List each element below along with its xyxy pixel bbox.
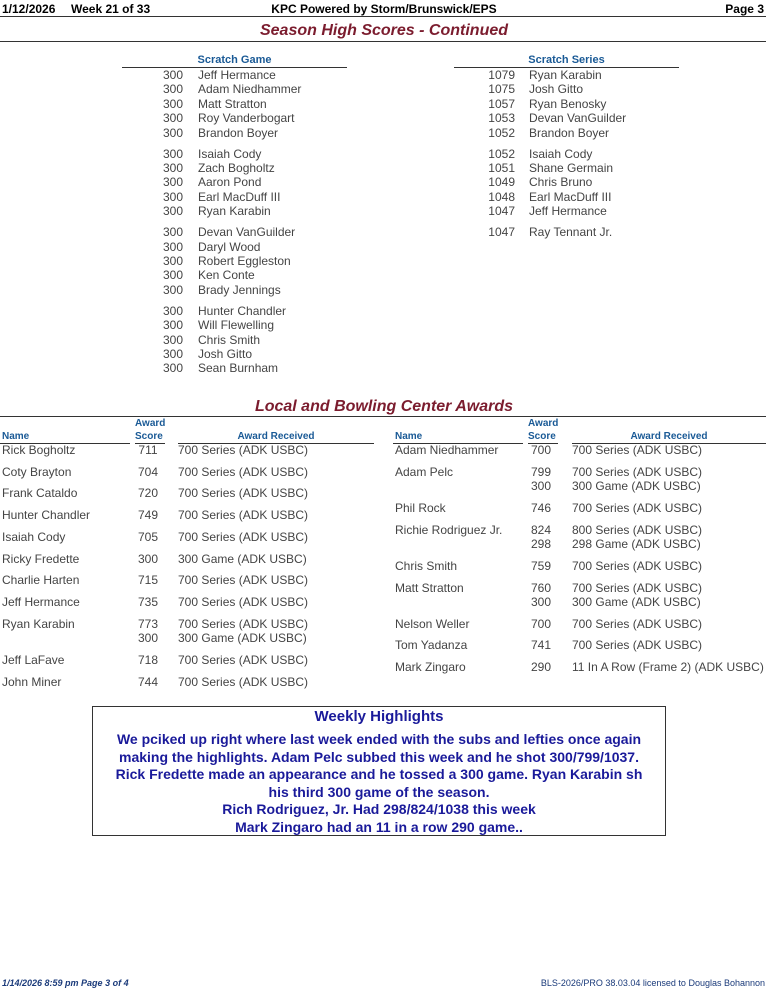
award-score: 741 <box>530 638 552 653</box>
bowler-name: Zach Bogholtz <box>198 161 275 175</box>
score-value: 300 <box>162 204 183 219</box>
award-bowler-name: Hunter Chandler <box>2 508 91 523</box>
highlight-line: We pciked up right where last week ended with the subs and lefties once again <box>116 731 642 747</box>
bowler-name: Will Flewelling <box>198 318 275 333</box>
bowler-name: Brandon Boyer <box>198 125 279 140</box>
award-score: 715 <box>137 573 159 588</box>
score-value: 300 <box>162 82 183 97</box>
score-value: 1057 <box>488 96 515 111</box>
award-score: 718 <box>137 652 159 667</box>
week-label: Week 21 of 33 <box>71 2 151 16</box>
score-value: 300 <box>162 318 183 333</box>
award-received: 700 Series (ADK USBC) <box>572 616 703 631</box>
score-value: 1048 <box>488 189 515 204</box>
header-rule <box>0 16 766 17</box>
season-high-rule <box>0 41 766 42</box>
bowler-name: Adam Niedhammer <box>198 82 302 97</box>
award-bowler-name: Adam Niedhammer <box>395 443 499 457</box>
award-received: 700 Series (ADK USBC) <box>572 558 703 573</box>
award-name-header-right: Name <box>395 431 423 442</box>
award-received: 700 Series (ADK USBC) <box>178 464 309 479</box>
award-bowler-name: Nelson Weller <box>395 616 470 631</box>
report-date: 1/12/2026 <box>2 2 56 16</box>
score-value: 1049 <box>488 175 515 190</box>
award-score: 711 <box>138 443 158 457</box>
bowler-name: Ryan Karabin <box>198 204 271 219</box>
award-score: 300 <box>137 631 159 646</box>
bowler-name: Brandon Boyer <box>529 125 610 140</box>
scratch-game-header: Scratch Game <box>197 54 272 66</box>
award-score: 760 <box>530 580 552 595</box>
award-score: 290 <box>530 660 552 675</box>
score-value: 300 <box>162 175 183 190</box>
award-score: 759 <box>530 558 552 573</box>
award-received: 300 Game (ADK USBC) <box>572 479 701 494</box>
award-score: 700 <box>530 616 552 631</box>
bowler-name: Chris Bruno <box>529 175 593 190</box>
score-value: 300 <box>162 282 183 297</box>
award-received: 700 Series (ADK USBC) <box>572 580 703 595</box>
award-bowler-name: Mark Zingaro <box>395 660 466 675</box>
footer-timestamp: 1/14/2026 8:59 pm Page 3 of 4 <box>2 978 129 988</box>
award-score: 799 <box>530 464 552 479</box>
score-value: 300 <box>162 189 183 204</box>
award-bowler-name: Matt Stratton <box>395 580 464 595</box>
award-score-header-left: Score <box>135 431 163 442</box>
score-value: 300 <box>162 239 183 254</box>
score-value: 1047 <box>488 204 515 219</box>
award-score: 704 <box>137 464 159 479</box>
award-received: 700 Series (ADK USBC) <box>178 486 309 501</box>
award-received: 700 Series (ADK USBC) <box>178 616 309 631</box>
award-bowler-name: Frank Cataldo <box>2 486 78 501</box>
award-bowler-name: Isaiah Cody <box>2 529 66 544</box>
highlight-line: Rich Rodriguez, Jr. Had 298/824/1038 this week <box>222 801 536 817</box>
award-score: 773 <box>137 616 159 631</box>
award-received: 300 Game (ADK USBC) <box>572 595 701 609</box>
award-received: 700 Series (ADK USBC) <box>178 594 309 609</box>
scratch-series-header: Scratch Series <box>528 54 605 66</box>
award-bowler-name: John Miner <box>2 674 62 689</box>
award-bowler-name: Coty Brayton <box>2 464 72 479</box>
bowler-name: Shane Germain <box>529 161 614 175</box>
bowler-name: Devan VanGuilder <box>529 111 627 126</box>
score-value: 1047 <box>488 225 515 240</box>
score-value: 300 <box>162 225 183 240</box>
award-award-header-left: Award <box>135 418 166 429</box>
awards-rule <box>0 416 766 417</box>
score-value: 1075 <box>488 82 515 97</box>
awards-title: Local and Bowling Center Awards <box>254 398 514 415</box>
score-value: 300 <box>162 146 183 161</box>
award-received: 300 Game (ADK USBC) <box>178 631 307 646</box>
award-score: 744 <box>137 674 159 689</box>
award-score: 700 <box>530 443 552 457</box>
bowler-name: Robert Eggleston <box>198 254 291 268</box>
award-award-header-right: Award <box>528 418 559 429</box>
bowler-name: Chris Smith <box>198 332 261 347</box>
bowler-name: Brady Jennings <box>198 282 281 297</box>
bowler-name: Sean Burnham <box>198 361 279 376</box>
award-score: 300 <box>530 595 552 609</box>
award-received: 300 Game (ADK USBC) <box>178 551 307 566</box>
bowler-name: Earl MacDuff III <box>198 189 281 204</box>
award-received-header-right: Award Received <box>630 431 708 442</box>
award-bowler-name: Jeff LaFave <box>2 652 65 667</box>
score-value: 300 <box>162 332 183 347</box>
bowler-name: Roy Vanderbogart <box>198 111 295 126</box>
score-value: 300 <box>162 125 183 140</box>
highlight-line: Mark Zingaro had an 11 in a row 290 game.. <box>235 818 523 835</box>
award-score: 746 <box>530 500 552 515</box>
bowler-name: Hunter Chandler <box>198 303 287 318</box>
award-received: 700 Series (ADK USBC) <box>178 443 309 457</box>
award-score: 735 <box>137 594 159 609</box>
score-value: 1051 <box>488 161 515 175</box>
award-score: 720 <box>137 486 159 501</box>
bowler-name: Devan VanGuilder <box>198 225 296 240</box>
award-score-header-right: Score <box>528 431 556 442</box>
award-name-header-left: Name <box>2 431 30 442</box>
award-received: 700 Series (ADK USBC) <box>572 638 703 653</box>
award-received: 298 Game (ADK USBC) <box>572 537 701 552</box>
award-score: 749 <box>137 508 159 523</box>
score-value: 300 <box>162 96 183 111</box>
page-number: Page 3 <box>725 2 764 16</box>
award-received: 700 Series (ADK USBC) <box>178 529 309 544</box>
award-received: 700 Series (ADK USBC) <box>178 573 309 588</box>
award-received: 800 Series (ADK USBC) <box>572 522 703 537</box>
award-bowler-name: Ryan Karabin <box>2 616 75 631</box>
award-received: 700 Series (ADK USBC) <box>178 508 309 523</box>
award-bowler-name: Chris Smith <box>395 558 458 573</box>
award-received: 700 Series (ADK USBC) <box>572 443 703 457</box>
bowler-name: Ryan Karabin <box>529 68 602 82</box>
award-received: 700 Series (ADK USBC) <box>572 464 703 479</box>
award-score: 705 <box>137 529 159 544</box>
bowler-name: Ken Conte <box>198 268 255 283</box>
score-value: 1079 <box>488 68 515 82</box>
score-value: 1052 <box>488 146 515 161</box>
award-bowler-name: Phil Rock <box>395 500 446 515</box>
award-received: 11 In A Row (Frame 2) (ADK USBC) <box>572 660 764 675</box>
award-received: 700 Series (ADK USBC) <box>572 500 703 515</box>
score-value: 300 <box>162 347 183 361</box>
award-received: 700 Series (ADK USBC) <box>178 674 309 689</box>
bowler-name: Jeff Hermance <box>198 68 276 82</box>
award-score: 824 <box>530 522 552 537</box>
highlight-line: his third 300 game of the season. <box>268 783 490 800</box>
bowler-name: Ray Tennant Jr. <box>529 225 613 240</box>
bowler-name: Isaiah Cody <box>529 146 593 161</box>
score-value: 300 <box>162 111 183 126</box>
score-value: 300 <box>162 268 183 283</box>
bowler-name: Josh Gitto <box>529 82 584 97</box>
award-score: 298 <box>530 537 552 552</box>
weekly-highlights-box <box>92 706 666 836</box>
bowler-name: Isaiah Cody <box>198 146 262 161</box>
score-value: 300 <box>162 161 183 175</box>
bowler-name: Ryan Benosky <box>529 96 607 111</box>
award-bowler-name: Tom Yadanza <box>395 638 468 653</box>
bowler-name: Josh Gitto <box>198 347 253 361</box>
award-bowler-name: Richie Rodriguez Jr. <box>395 522 503 537</box>
award-score: 300 <box>137 551 159 566</box>
score-value: 300 <box>162 303 183 318</box>
score-value: 300 <box>162 254 183 268</box>
highlight-line: making the highlights. Adam Pelc subbed this week and he shot 300/799/1037. <box>119 748 639 765</box>
score-value: 1053 <box>488 111 515 126</box>
bowler-name: Matt Stratton <box>198 96 267 111</box>
league-title: KPC Powered by Storm/Brunswick/EPS <box>271 2 497 16</box>
score-value: 300 <box>162 361 183 376</box>
award-bowler-name: Charlie Harten <box>2 573 80 588</box>
award-score: 300 <box>530 479 552 494</box>
bowler-name: Jeff Hermance <box>529 204 607 219</box>
award-bowler-name: Rick Bogholtz <box>2 443 76 457</box>
highlight-line: Rick Fredette made an appearance and he tossed a 300 game. Ryan Karabin sh <box>115 766 643 782</box>
bowler-name: Earl MacDuff III <box>529 189 612 204</box>
award-bowler-name: Jeff Hermance <box>2 594 80 609</box>
score-value: 1052 <box>488 125 515 140</box>
award-received-header-left: Award Received <box>237 431 315 442</box>
award-bowler-name: Adam Pelc <box>395 464 454 479</box>
award-bowler-name: Ricky Fredette <box>2 551 80 566</box>
score-value: 300 <box>162 68 183 82</box>
bowler-name: Daryl Wood <box>198 239 261 254</box>
weekly-highlights-title: Weekly Highlights <box>314 708 444 725</box>
bowler-name: Aaron Pond <box>198 175 262 190</box>
award-received: 700 Series (ADK USBC) <box>178 652 309 667</box>
footer-license: BLS-2026/PRO 38.03.04 licensed to Douglas Bohannon <box>540 978 765 988</box>
season-high-title: Season High Scores - Continued <box>259 22 509 39</box>
